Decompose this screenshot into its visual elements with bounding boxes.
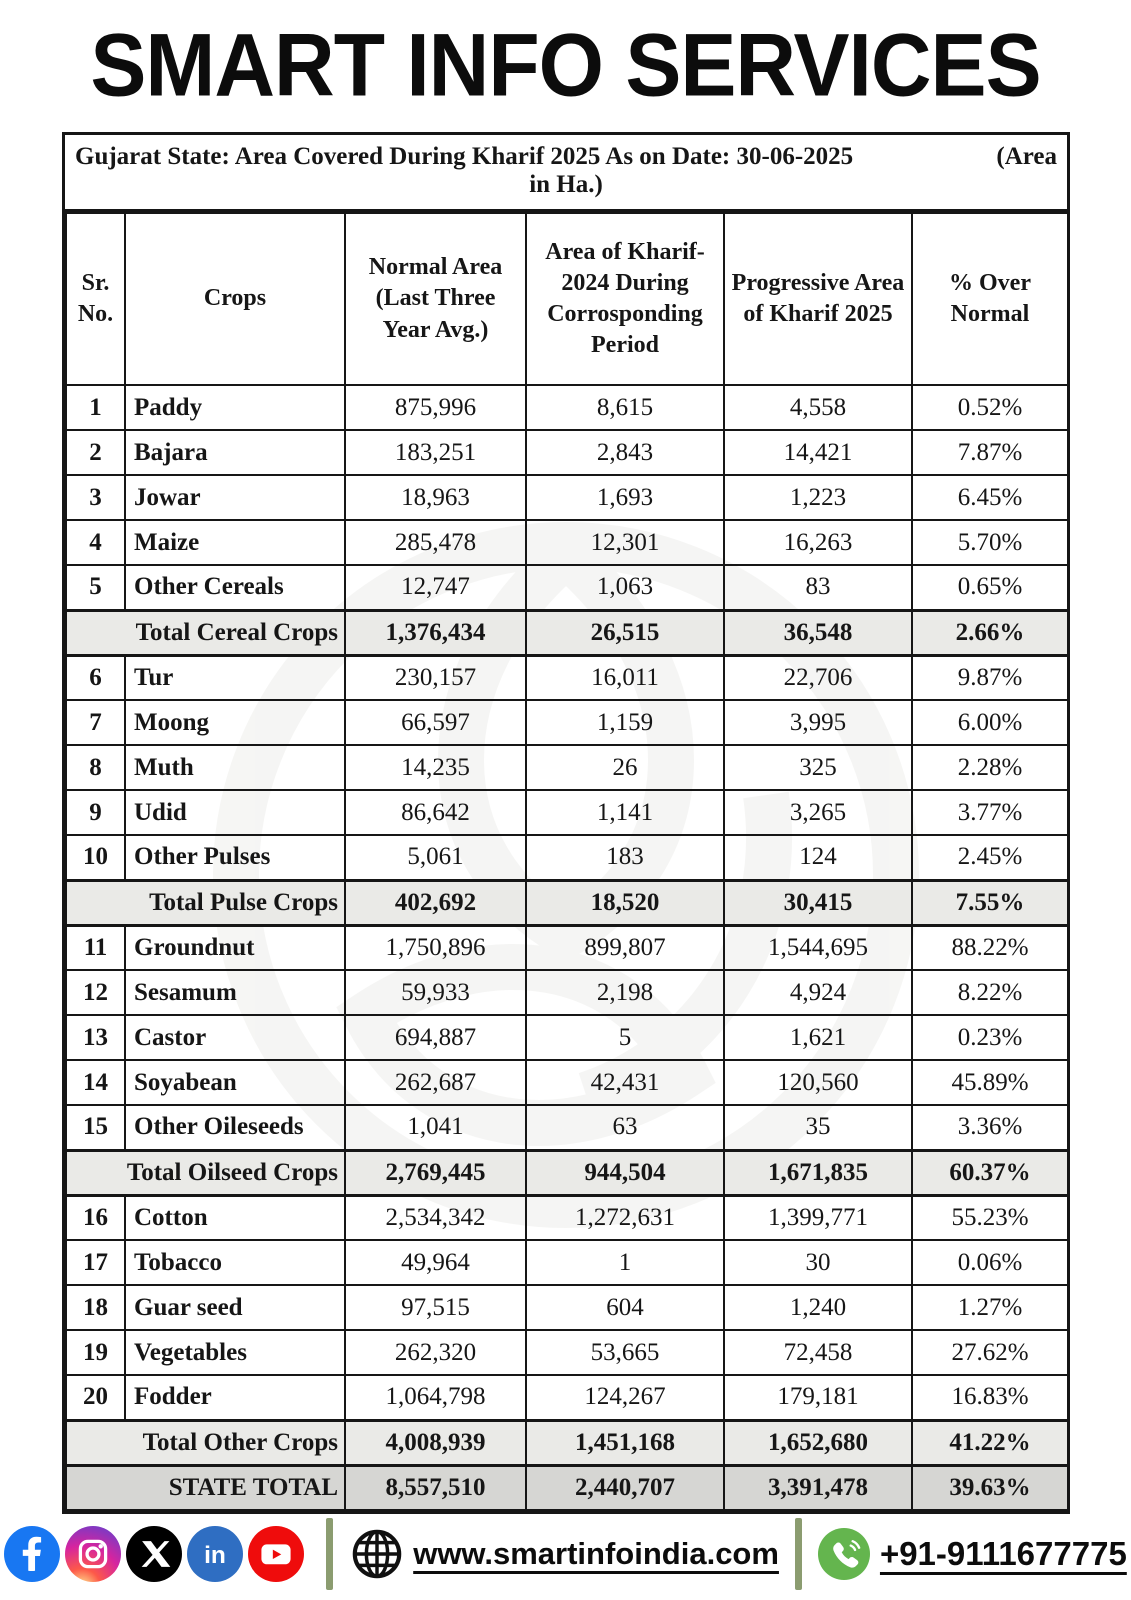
- crop-name-cell: Moong: [125, 700, 345, 745]
- sr-no-cell: 17: [66, 1240, 125, 1285]
- pct-over-normal-cell: 27.62%: [912, 1330, 1068, 1375]
- normal-area-cell: 4,008,939: [345, 1420, 526, 1465]
- pct-over-normal-cell: 1.27%: [912, 1285, 1068, 1330]
- pct-over-normal-cell: 45.89%: [912, 1060, 1068, 1105]
- sr-no-cell: 9: [66, 790, 125, 835]
- progressive-area-cell: 120,560: [724, 1060, 912, 1105]
- crop-name-cell: Paddy: [125, 385, 345, 430]
- phone-number-link[interactable]: +91-9111677775: [879, 1535, 1127, 1572]
- total-label-cell: STATE TOTAL: [66, 1465, 345, 1510]
- progressive-area-cell: 3,265: [724, 790, 912, 835]
- pct-over-normal-cell: 0.23%: [912, 1015, 1068, 1060]
- kharif-2024-area-cell: 42,431: [526, 1060, 724, 1105]
- normal-area-cell: 12,747: [345, 565, 526, 610]
- pct-over-normal-cell: 16.83%: [912, 1375, 1068, 1420]
- kharif-2024-area-cell: 2,198: [526, 970, 724, 1015]
- crop-row: [66, 1240, 1068, 1285]
- crop-row: [66, 565, 1068, 610]
- column-header-kharif-2024: Area of Kharif-2024 During Corrosponding Period: [526, 213, 724, 385]
- kharif-2024-area-cell: 183: [526, 835, 724, 880]
- pct-over-normal-cell: 60.37%: [912, 1150, 1068, 1195]
- pct-over-normal-cell: 2.45%: [912, 835, 1068, 880]
- state-total-row: [66, 1465, 1068, 1510]
- column-header-normal-area: Normal Area (Last Three Year Avg.): [345, 213, 526, 385]
- progressive-area-cell: 14,421: [724, 430, 912, 475]
- pct-over-normal-cell: 55.23%: [912, 1195, 1068, 1240]
- pct-over-normal-cell: 8.22%: [912, 970, 1068, 1015]
- kharif-2024-area-cell: 604: [526, 1285, 724, 1330]
- crop-row: [66, 385, 1068, 430]
- normal-area-cell: 2,769,445: [345, 1150, 526, 1195]
- facebook-icon[interactable]: [4, 1526, 60, 1582]
- column-header-crops: Crops: [125, 213, 345, 385]
- kharif-2024-area-cell: 16,011: [526, 655, 724, 700]
- caption-area-note-line2: in Ha.): [529, 171, 603, 198]
- sr-no-cell: 8: [66, 745, 125, 790]
- kharif-2024-area-cell: 2,440,707: [526, 1465, 724, 1510]
- footer-divider-2: [795, 1518, 802, 1590]
- crop-name-cell: Cotton: [125, 1195, 345, 1240]
- kharif-2024-area-cell: 1: [526, 1240, 724, 1285]
- total-label-cell: Total Oilseed Crops: [66, 1150, 345, 1195]
- crop-name-cell: Other Pulses: [125, 835, 345, 880]
- crop-row: [66, 745, 1068, 790]
- total-label-cell: Total Other Crops: [66, 1420, 345, 1465]
- progressive-area-cell: 1,671,835: [724, 1150, 912, 1195]
- crops-table: [65, 212, 1069, 1511]
- progressive-area-cell: 36,548: [724, 610, 912, 655]
- normal-area-cell: 694,887: [345, 1015, 526, 1060]
- kharif-2024-area-cell: 63: [526, 1105, 724, 1150]
- normal-area-cell: 14,235: [345, 745, 526, 790]
- kharif-2024-area-cell: 26: [526, 745, 724, 790]
- pct-over-normal-cell: 2.66%: [912, 610, 1068, 655]
- normal-area-cell: 262,687: [345, 1060, 526, 1105]
- column-header-pct-over-normal: % Over Normal: [912, 213, 1068, 385]
- page-title: SMART INFO SERVICES: [90, 14, 1041, 115]
- normal-area-cell: 1,376,434: [345, 610, 526, 655]
- crop-row: [66, 790, 1068, 835]
- crop-name-cell: Guar seed: [125, 1285, 345, 1330]
- pct-over-normal-cell: 9.87%: [912, 655, 1068, 700]
- crop-name-cell: Vegetables: [125, 1330, 345, 1375]
- subtotal-row: [66, 880, 1068, 925]
- crop-row: [66, 970, 1068, 1015]
- progressive-area-cell: 16,263: [724, 520, 912, 565]
- pct-over-normal-cell: 0.52%: [912, 385, 1068, 430]
- kharif-2024-area-cell: 1,159: [526, 700, 724, 745]
- pct-over-normal-cell: 39.63%: [912, 1465, 1068, 1510]
- crop-row: [66, 520, 1068, 565]
- kharif-2024-area-cell: 8,615: [526, 385, 724, 430]
- crops-area-table: [62, 132, 1070, 1514]
- progressive-area-cell: 3,995: [724, 700, 912, 745]
- sr-no-cell: 6: [66, 655, 125, 700]
- crop-row: [66, 1330, 1068, 1375]
- normal-area-cell: 183,251: [345, 430, 526, 475]
- normal-area-cell: 230,157: [345, 655, 526, 700]
- crop-name-cell: Other Cereals: [125, 565, 345, 610]
- social-icons: [4, 1526, 304, 1582]
- sr-no-cell: 12: [66, 970, 125, 1015]
- sr-no-cell: 15: [66, 1105, 125, 1150]
- sr-no-cell: 19: [66, 1330, 125, 1375]
- crop-name-cell: Jowar: [125, 475, 345, 520]
- subtotal-row: [66, 1150, 1068, 1195]
- phone-icon: [818, 1528, 870, 1580]
- crop-row: [66, 1375, 1068, 1420]
- progressive-area-cell: 83: [724, 565, 912, 610]
- normal-area-cell: 86,642: [345, 790, 526, 835]
- pct-over-normal-cell: 88.22%: [912, 925, 1068, 970]
- progressive-area-cell: 1,223: [724, 475, 912, 520]
- sr-no-cell: 2: [66, 430, 125, 475]
- crop-name-cell: Other Oileseeds: [125, 1105, 345, 1150]
- footer-divider: [326, 1518, 333, 1590]
- progressive-area-cell: 179,181: [724, 1375, 912, 1420]
- instagram-icon[interactable]: [65, 1526, 121, 1582]
- pct-over-normal-cell: 41.22%: [912, 1420, 1068, 1465]
- crop-row: [66, 1285, 1068, 1330]
- pct-over-normal-cell: 3.36%: [912, 1105, 1068, 1150]
- normal-area-cell: 262,320: [345, 1330, 526, 1375]
- kharif-2024-area-cell: 1,063: [526, 565, 724, 610]
- globe-icon: [351, 1528, 403, 1580]
- kharif-2024-area-cell: 1,272,631: [526, 1195, 724, 1240]
- kharif-2024-area-cell: 124,267: [526, 1375, 724, 1420]
- pct-over-normal-cell: 2.28%: [912, 745, 1068, 790]
- sr-no-cell: 13: [66, 1015, 125, 1060]
- progressive-area-cell: 124: [724, 835, 912, 880]
- total-label-cell: Total Cereal Crops: [66, 610, 345, 655]
- x-twitter-icon[interactable]: [126, 1526, 182, 1582]
- kharif-2024-area-cell: 1,141: [526, 790, 724, 835]
- crop-row: [66, 835, 1068, 880]
- progressive-area-cell: 4,558: [724, 385, 912, 430]
- kharif-2024-area-cell: 18,520: [526, 880, 724, 925]
- kharif-2024-area-cell: 12,301: [526, 520, 724, 565]
- linkedin-icon[interactable]: [187, 1526, 243, 1582]
- kharif-2024-area-cell: 899,807: [526, 925, 724, 970]
- progressive-area-cell: 22,706: [724, 655, 912, 700]
- normal-area-cell: 8,557,510: [345, 1465, 526, 1510]
- crop-row: [66, 1195, 1068, 1240]
- svg-text:in: in: [204, 1541, 227, 1569]
- footer-bar: [0, 1514, 1131, 1594]
- subtotal-row: [66, 1420, 1068, 1465]
- caption-text: Gujarat State: Area Covered During Kharif 2025 As on Date: 30-06-2025: [75, 143, 854, 170]
- normal-area-cell: 49,964: [345, 1240, 526, 1285]
- crop-name-cell: Udid: [125, 790, 345, 835]
- normal-area-cell: 18,963: [345, 475, 526, 520]
- crop-name-cell: Bajara: [125, 430, 345, 475]
- crop-name-cell: Sesamum: [125, 970, 345, 1015]
- crop-name-cell: Muth: [125, 745, 345, 790]
- crop-name-cell: Soyabean: [125, 1060, 345, 1105]
- total-label-cell: Total Pulse Crops: [66, 880, 345, 925]
- crop-name-cell: Fodder: [125, 1375, 345, 1420]
- sr-no-cell: 10: [66, 835, 125, 880]
- normal-area-cell: 2,534,342: [345, 1195, 526, 1240]
- kharif-2024-area-cell: 1,693: [526, 475, 724, 520]
- crop-row: [66, 925, 1068, 970]
- sr-no-cell: 3: [66, 475, 125, 520]
- crop-row: [66, 1060, 1068, 1105]
- sr-no-cell: 7: [66, 700, 125, 745]
- progressive-area-cell: 325: [724, 745, 912, 790]
- sr-no-cell: 5: [66, 565, 125, 610]
- crop-row: [66, 700, 1068, 745]
- progressive-area-cell: 1,621: [724, 1015, 912, 1060]
- crop-name-cell: Groundnut: [125, 925, 345, 970]
- pct-over-normal-cell: 3.77%: [912, 790, 1068, 835]
- normal-area-cell: 285,478: [345, 520, 526, 565]
- pct-over-normal-cell: 7.87%: [912, 430, 1068, 475]
- header-row: [66, 213, 1068, 385]
- normal-area-cell: 1,750,896: [345, 925, 526, 970]
- caption-area-note: (Area: [996, 143, 1057, 170]
- pct-over-normal-cell: 6.45%: [912, 475, 1068, 520]
- table-caption: [65, 135, 1067, 212]
- pct-over-normal-cell: 0.65%: [912, 565, 1068, 610]
- progressive-area-cell: 72,458: [724, 1330, 912, 1375]
- crop-table-body: [66, 385, 1068, 1510]
- progressive-area-cell: 1,544,695: [724, 925, 912, 970]
- crop-row: [66, 430, 1068, 475]
- crop-row: [66, 1105, 1068, 1150]
- sr-no-cell: 1: [66, 385, 125, 430]
- crop-row: [66, 1015, 1068, 1060]
- sr-no-cell: 20: [66, 1375, 125, 1420]
- progressive-area-cell: 1,652,680: [724, 1420, 912, 1465]
- progressive-area-cell: 30: [724, 1240, 912, 1285]
- youtube-icon[interactable]: [248, 1526, 304, 1582]
- pct-over-normal-cell: 6.00%: [912, 700, 1068, 745]
- pct-over-normal-cell: 0.06%: [912, 1240, 1068, 1285]
- column-header-sr-no: Sr. No.: [66, 213, 125, 385]
- normal-area-cell: 402,692: [345, 880, 526, 925]
- progressive-area-cell: 1,240: [724, 1285, 912, 1330]
- kharif-2024-area-cell: 2,843: [526, 430, 724, 475]
- crop-name-cell: Castor: [125, 1015, 345, 1060]
- pct-over-normal-cell: 5.70%: [912, 520, 1068, 565]
- kharif-2024-area-cell: 1,451,168: [526, 1420, 724, 1465]
- pct-over-normal-cell: 7.55%: [912, 880, 1068, 925]
- website-link[interactable]: www.smartinfoindia.com: [413, 1536, 779, 1571]
- progressive-area-cell: 4,924: [724, 970, 912, 1015]
- progressive-area-cell: 30,415: [724, 880, 912, 925]
- kharif-2024-area-cell: 944,504: [526, 1150, 724, 1195]
- progressive-area-cell: 3,391,478: [724, 1465, 912, 1510]
- sr-no-cell: 11: [66, 925, 125, 970]
- sr-no-cell: 18: [66, 1285, 125, 1330]
- kharif-2024-area-cell: 53,665: [526, 1330, 724, 1375]
- normal-area-cell: 5,061: [345, 835, 526, 880]
- normal-area-cell: 97,515: [345, 1285, 526, 1330]
- crop-name-cell: Tobacco: [125, 1240, 345, 1285]
- crop-name-cell: Tur: [125, 655, 345, 700]
- normal-area-cell: 1,041: [345, 1105, 526, 1150]
- normal-area-cell: 1,064,798: [345, 1375, 526, 1420]
- subtotal-row: [66, 610, 1068, 655]
- kharif-2024-area-cell: 5: [526, 1015, 724, 1060]
- crop-name-cell: Maize: [125, 520, 345, 565]
- sr-no-cell: 4: [66, 520, 125, 565]
- kharif-2024-area-cell: 26,515: [526, 610, 724, 655]
- sr-no-cell: 14: [66, 1060, 125, 1105]
- sr-no-cell: 16: [66, 1195, 125, 1240]
- normal-area-cell: 875,996: [345, 385, 526, 430]
- crop-row: [66, 475, 1068, 520]
- column-header-progressive-area: Progressive Area of Kharif 2025: [724, 213, 912, 385]
- progressive-area-cell: 1,399,771: [724, 1195, 912, 1240]
- normal-area-cell: 59,933: [345, 970, 526, 1015]
- progressive-area-cell: 35: [724, 1105, 912, 1150]
- normal-area-cell: 66,597: [345, 700, 526, 745]
- crop-row: [66, 655, 1068, 700]
